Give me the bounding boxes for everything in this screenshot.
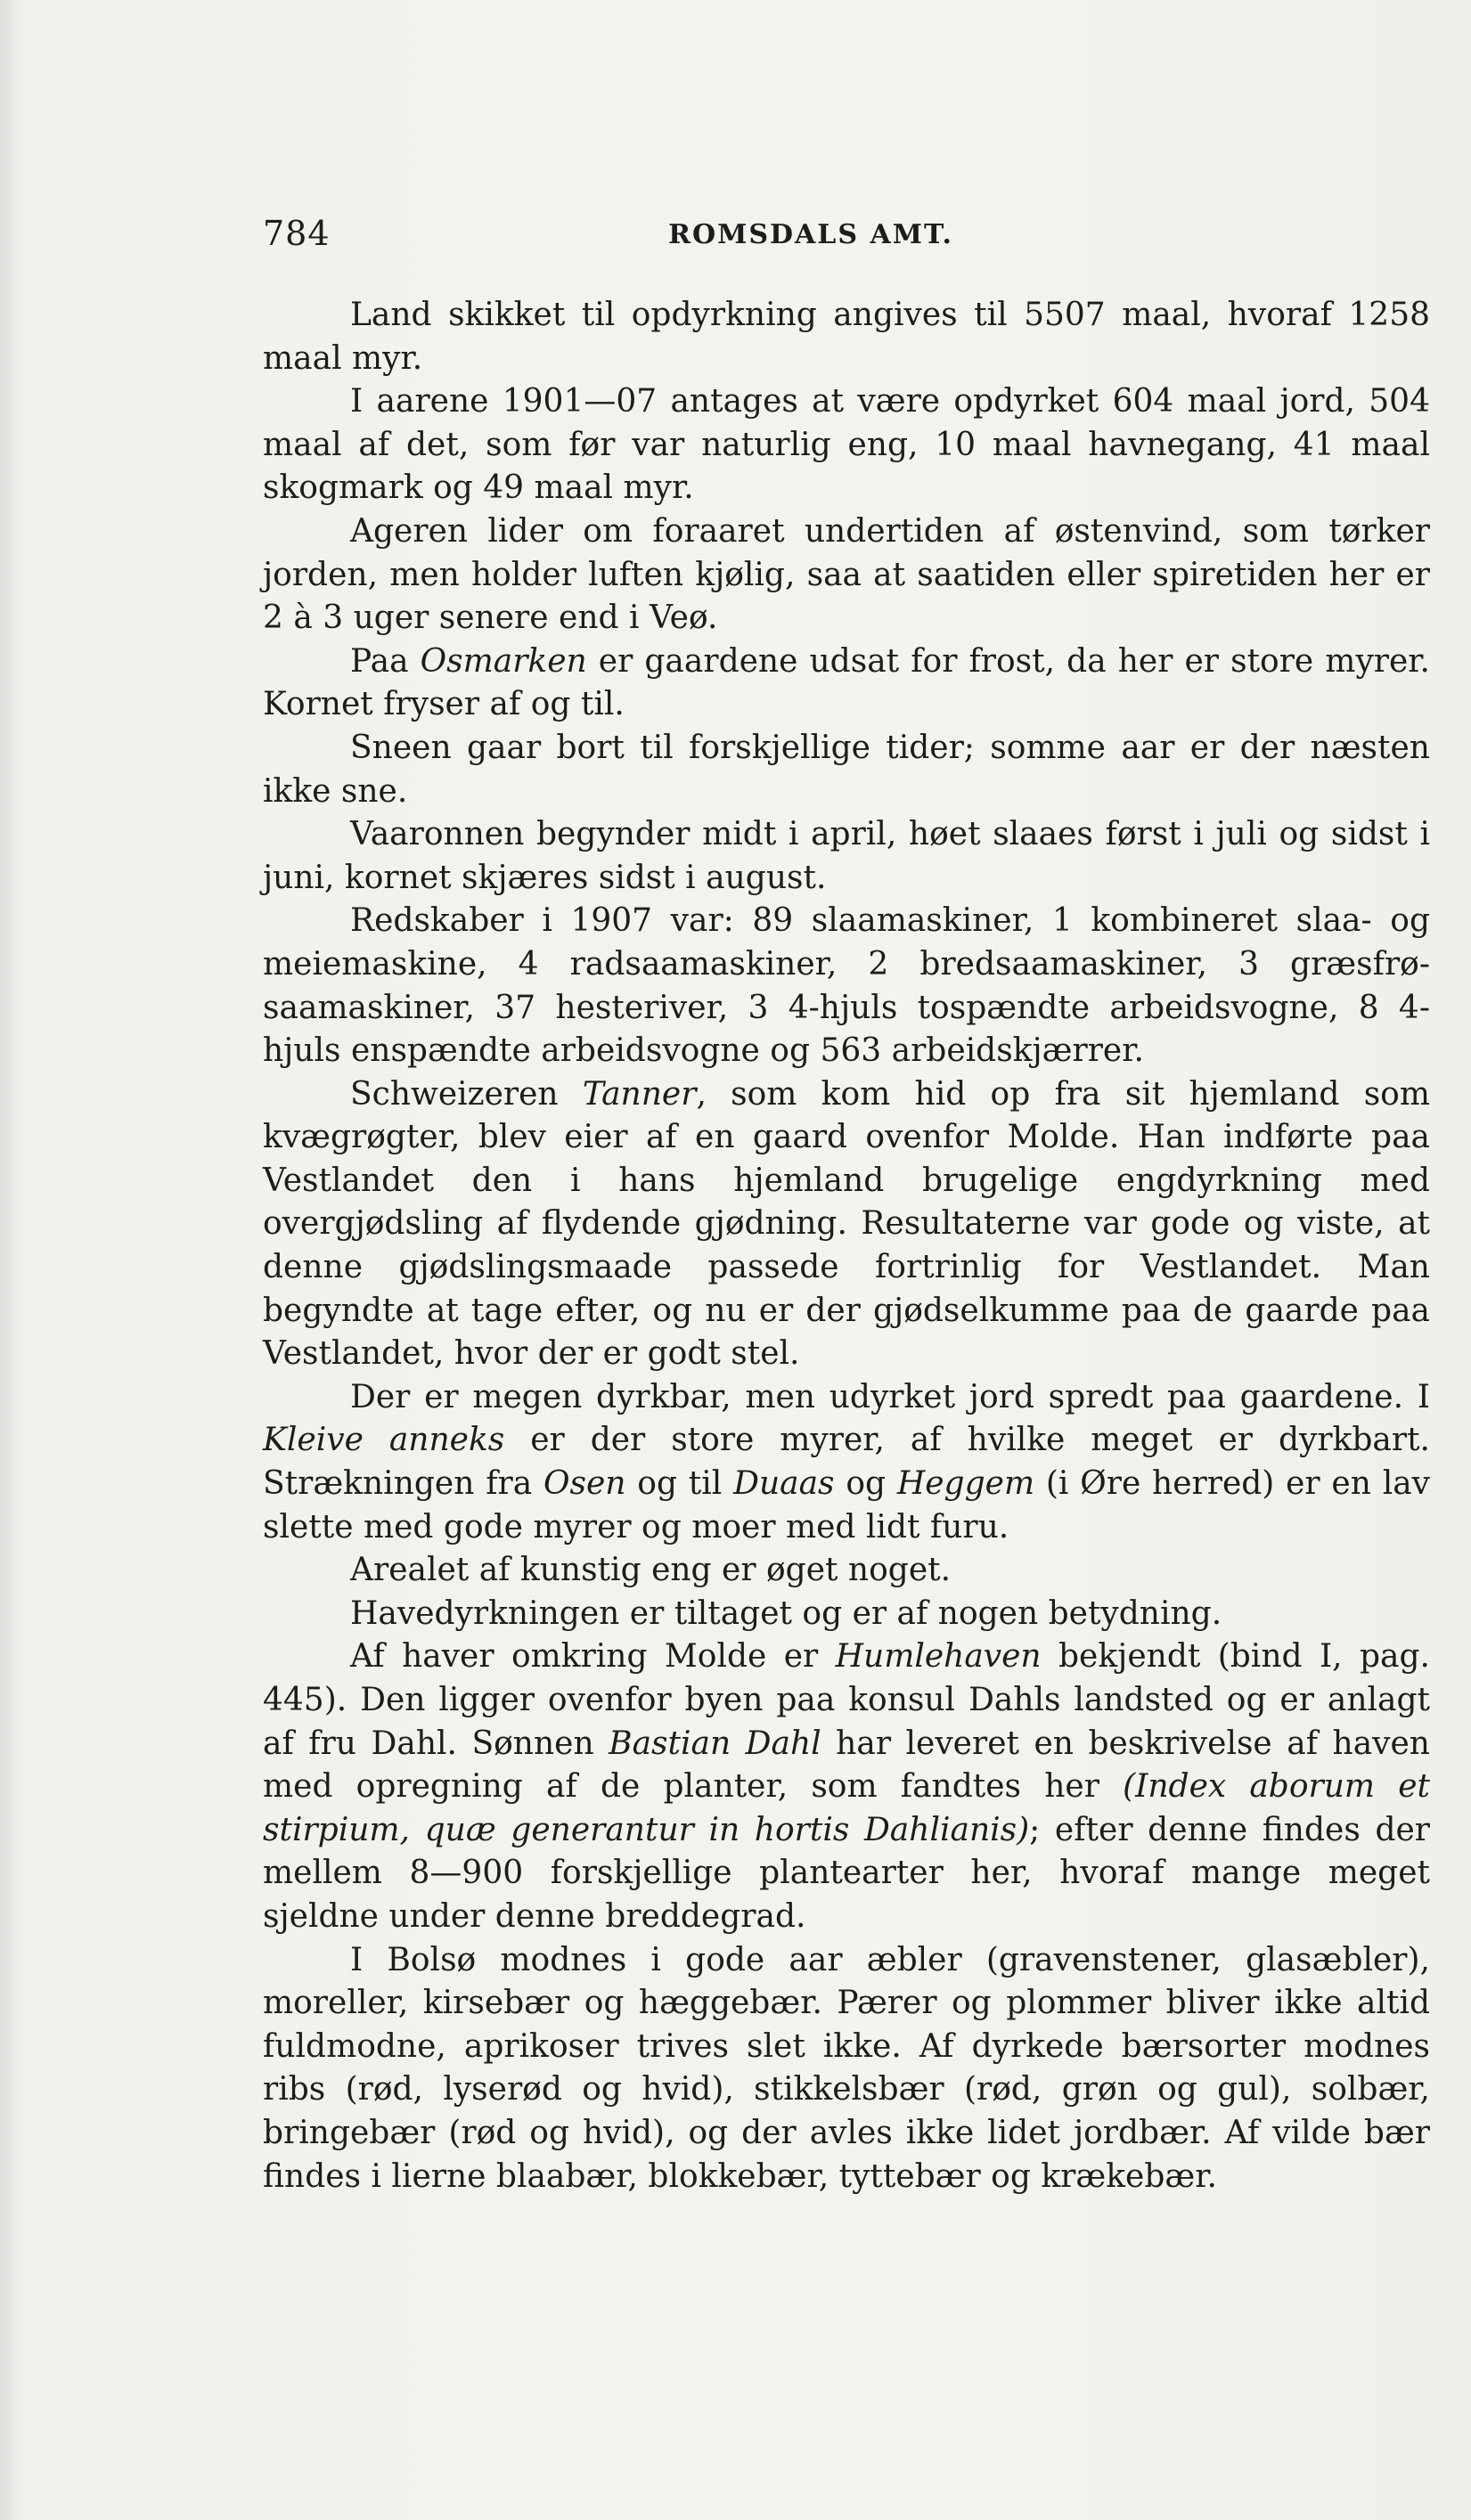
text-run: (i Øre herred) er en lav slette med gode myrer og moer med lidt furu.	[263, 1465, 1431, 1545]
text-run: Land skikket til opdyrkning angives til 5507 maal, hvoraf 1258 maal myr.	[263, 297, 1430, 377]
place-name-italic: Humlehaven	[835, 1638, 1042, 1676]
place-name-italic: Heggem	[896, 1465, 1035, 1503]
paragraph	[263, 510, 1430, 640]
place-name-italic: Osen	[543, 1465, 626, 1503]
text-run: Ageren lider om foraaret undertiden af østenvind, som tørker jorden, men holder luften kjølig, saa at saatiden eller spiretiden her er 2 à 3 uger senere end i Veø.	[263, 512, 1430, 637]
person-name-italic: Tanner	[582, 1075, 697, 1113]
text-run: er gaardene udsat for frost, da her er store myrer. Kornet fryser af og til.	[263, 642, 1430, 723]
text-run: , som kom hid op fra sit hjemland som kvægrøgter, blev eier af en gaard ovenfor Molde. Han indførte paa Vestlandet den i hans hjemland brugelige engdyrkning med overgjødsling af flydende gjødning. Resultaterne var gode og viste, at denne gjødslingsmaade passede fortrinlig for Vestlandet. Man begyndte at tage efter, og nu er der gjødselkumme paa de gaarde paa Vestlandet, hvor der er godt stel.	[263, 1075, 1430, 1373]
body-text	[263, 294, 1430, 2198]
text-run: ; efter denne findes der mellem 8—900 forskjellige plantearter her, hvoraf mange meget sjeldne under denne breddegrad.	[263, 1811, 1430, 1935]
text-run: Schweizeren	[350, 1075, 583, 1113]
text-run: Sneen gaar bort til forskjellige tider; somme aar er der næsten ikke sne.	[263, 729, 1430, 810]
paragraph	[263, 813, 1430, 900]
text-run: Arealet af kunstig eng er øget noget.	[350, 1552, 952, 1589]
page-number: 784	[263, 214, 331, 253]
text-run: og	[834, 1465, 897, 1503]
paragraph	[263, 380, 1430, 510]
paragraph	[263, 900, 1430, 1072]
paragraph	[263, 727, 1430, 813]
text-run: og til	[625, 1465, 734, 1503]
text-run: Der er megen dyrkbar, men udyrket jord spredt paa gaardene. I	[350, 1378, 1430, 1415]
text-run: I aarene 1901—07 antages at være opdyrket 604 maal jord, 504 maal af det, som før var naturlig eng, 10 maal havnegang, 41 maal skogmark og 49 maal myr.	[263, 383, 1430, 507]
paragraph	[263, 1073, 1430, 1376]
text-run: Paa	[350, 642, 421, 680]
paragraph	[263, 1635, 1430, 1938]
text-run: Af haver omkring Molde er	[350, 1638, 836, 1676]
paragraph	[263, 1549, 1430, 1593]
text-run: I Bolsø modnes i gode aar æbler (gravenstener, glasæbler), moreller, kirsebær og hæggebær. Pærer og plommer bliver ikke altid fuldmodne, aprikoser trives slet ikke. Af dyrkede bærsorter modnes ribs (rød, lyserød og hvid), stikkelsbær (rød, grøn og gul), solbær, bringebær (rød og hvid), og der avles ikke lidet jordbær. Af vilde bær findes i lierne blaabær, blokkebær, tyttebær og krækebær.	[263, 1941, 1430, 2195]
page-header	[263, 214, 1430, 267]
text-run: har leveret en beskrivelse af haven med opregning af de planter, som fandtes her	[263, 1725, 1430, 1806]
place-name-italic: Duaas	[733, 1465, 835, 1503]
text-run: Vaaronnen begynder midt i april, høet slaaes først i juli og sidst i juni, kornet skjæres sidst i august.	[263, 816, 1430, 896]
paragraph	[263, 640, 1430, 727]
text-run: Redskaber i 1907 var: 89 slaamaskiner, 1 kombineret slaa- og meiemaskine, 4 radsaamaskiner, 2 bredsaamaskiner, 3 græsfrø- saamaskiner, 37 hesteriver, 3 4-hjuls tospændte arbeidsvogne, 8 4-hjuls enspændte arbeidsvogne og 563 arbeidskjærrer.	[263, 902, 1430, 1070]
text-run: bekjendt (bind I, pag. 445). Den ligger ovenfor byen paa konsul Dahls landsted og er anlagt af fru Dahl. Sønnen	[263, 1638, 1430, 1762]
paragraph	[263, 294, 1430, 380]
person-name-italic: Bastian Dahl	[609, 1725, 821, 1762]
paragraph	[263, 1593, 1430, 1636]
paragraph	[263, 1376, 1430, 1549]
latin-title-italic: (Index aborum et stirpium, quæ generantur in hortis Dahlianis)	[263, 1768, 1430, 1848]
text-run: Havedyrkningen er tiltaget og er af nogen betydning.	[350, 1594, 1222, 1632]
text-run: er der store myrer, af hvilke meget er dyrkbart. Strækningen fra	[263, 1422, 1431, 1503]
running-head-text: ROMSDALS AMT.	[668, 219, 953, 250]
running-head	[263, 219, 1430, 250]
place-name-italic: Osmarken	[420, 642, 587, 680]
place-name-italic: Kleive anneks	[263, 1422, 505, 1459]
paragraph	[263, 1939, 1430, 2199]
